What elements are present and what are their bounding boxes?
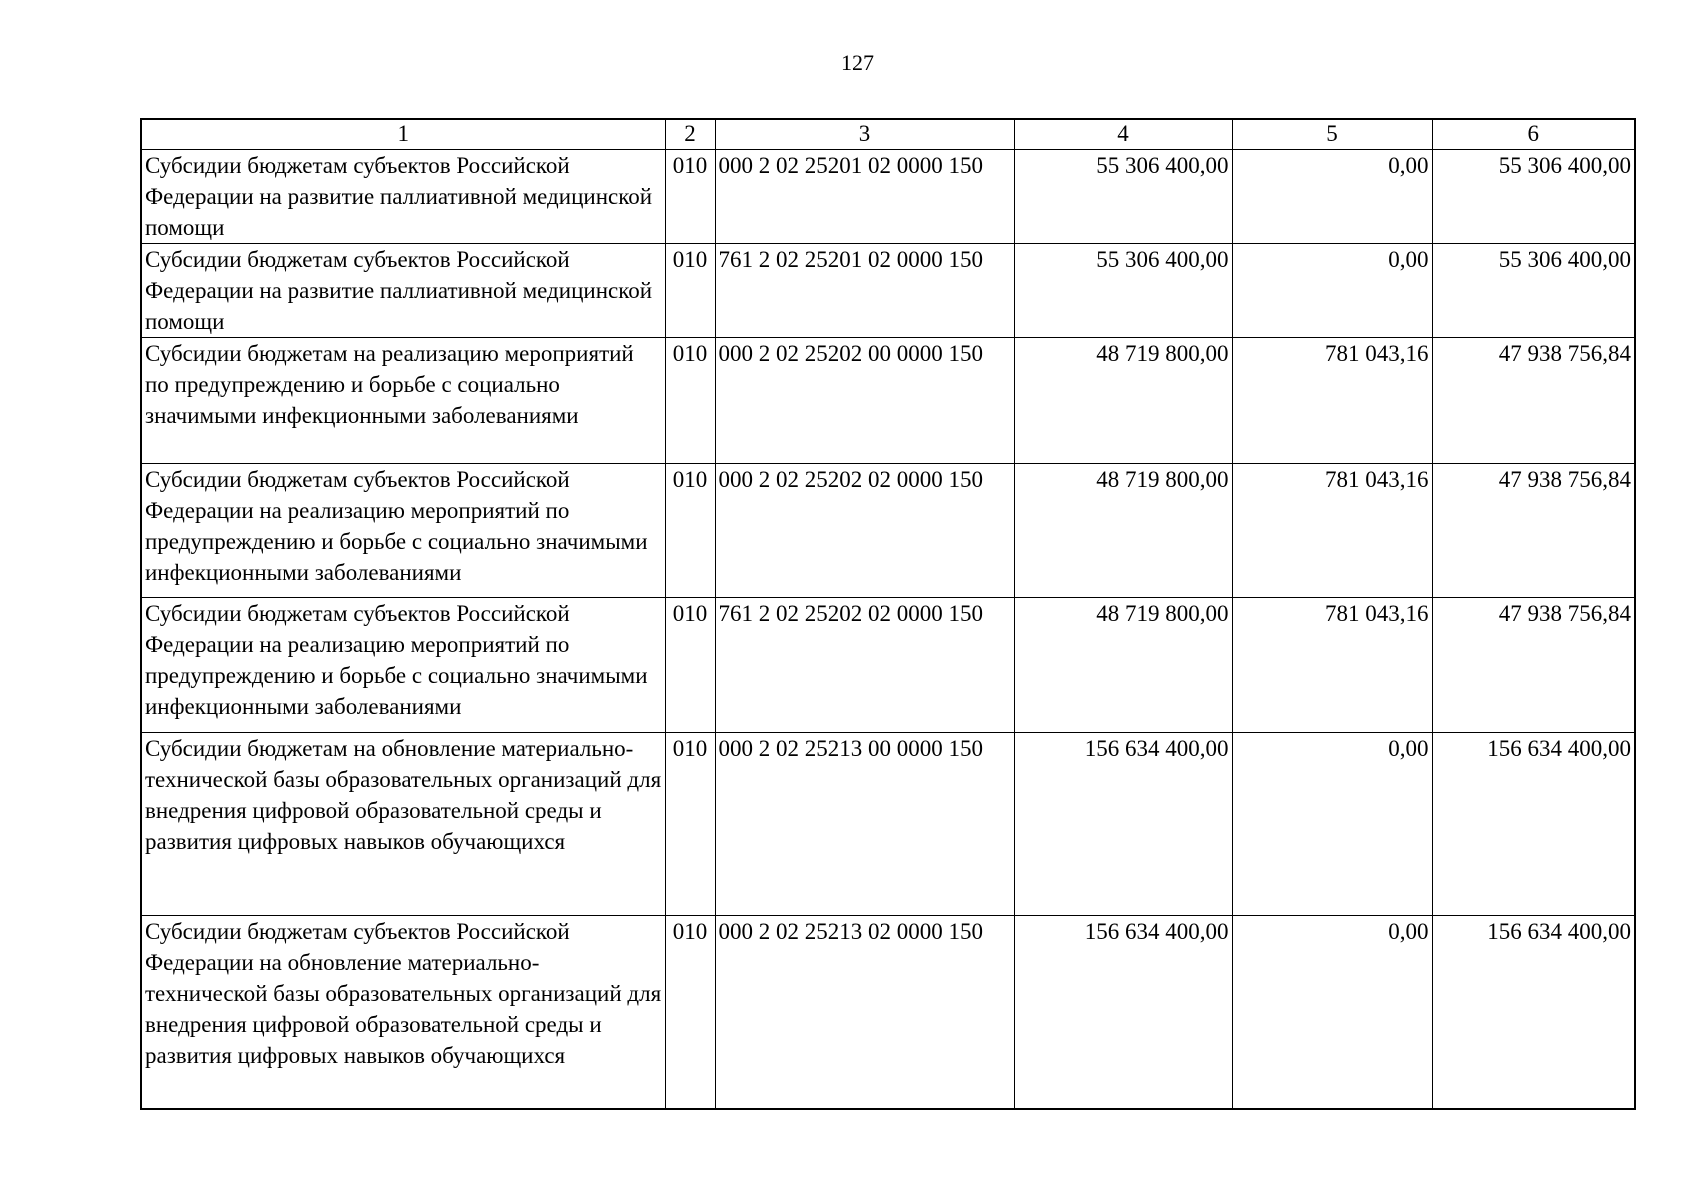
row-name-cell: Субсидии бюджетам субъектов Российской Федерации на реализацию мероприятий по предупреждению и борьбе с социально значимыми инфекционными заболеваниями (141, 597, 665, 732)
row-col6-cell: 47 938 756,84 (1432, 463, 1635, 597)
row-section-cell: 010 (665, 149, 715, 243)
row-col5-cell: 781 043,16 (1232, 463, 1432, 597)
row-col4-cell: 48 719 800,00 (1014, 337, 1232, 463)
row-code-cell: 761 2 02 25202 02 0000 150 (715, 597, 1014, 732)
row-col6-cell: 156 634 400,00 (1432, 915, 1635, 1109)
row-section-cell: 010 (665, 243, 715, 337)
row-col4-cell: 55 306 400,00 (1014, 243, 1232, 337)
row-name-cell: Субсидии бюджетам субъектов Российской Федерации на обновление материально-технической базы образовательных организаций для внедрения цифровой образовательной среды и развития цифровых навыков обучающихся (141, 915, 665, 1109)
table-row (141, 597, 1635, 732)
table-row (141, 915, 1635, 1109)
row-code-cell: 000 2 02 25201 02 0000 150 (715, 149, 1014, 243)
row-col4-cell: 156 634 400,00 (1014, 915, 1232, 1109)
row-code-cell: 000 2 02 25213 02 0000 150 (715, 915, 1014, 1109)
row-name-cell: Субсидии бюджетам субъектов Российской Федерации на развитие паллиативной медицинской помощи (141, 243, 665, 337)
row-col5-cell: 781 043,16 (1232, 597, 1432, 732)
column-header: 4 (1014, 119, 1232, 149)
row-col4-cell: 156 634 400,00 (1014, 732, 1232, 915)
row-col6-cell: 156 634 400,00 (1432, 732, 1635, 915)
row-name-cell: Субсидии бюджетам на обновление материально-технической базы образовательных организаций для внедрения цифровой образовательной среды и развития цифровых навыков обучающихся (141, 732, 665, 915)
column-header: 2 (665, 119, 715, 149)
row-name-cell: Субсидии бюджетам на реализацию мероприятий по предупреждению и борьбе с социально значимыми инфекционными заболеваниями (141, 337, 665, 463)
row-code-cell: 000 2 02 25202 02 0000 150 (715, 463, 1014, 597)
row-code-cell: 000 2 02 25213 00 0000 150 (715, 732, 1014, 915)
row-section-cell: 010 (665, 597, 715, 732)
row-col4-cell: 48 719 800,00 (1014, 463, 1232, 597)
row-col6-cell: 47 938 756,84 (1432, 597, 1635, 732)
column-header: 3 (715, 119, 1014, 149)
row-col6-cell: 55 306 400,00 (1432, 149, 1635, 243)
row-col6-cell: 55 306 400,00 (1432, 243, 1635, 337)
row-col6-cell: 47 938 756,84 (1432, 337, 1635, 463)
table-row (141, 337, 1635, 463)
row-col5-cell: 781 043,16 (1232, 337, 1432, 463)
row-col5-cell: 0,00 (1232, 915, 1432, 1109)
row-code-cell: 000 2 02 25202 00 0000 150 (715, 337, 1014, 463)
table-row (141, 463, 1635, 597)
table-row (141, 149, 1635, 243)
row-col4-cell: 55 306 400,00 (1014, 149, 1232, 243)
row-section-cell: 010 (665, 463, 715, 597)
row-col4-cell: 48 719 800,00 (1014, 597, 1232, 732)
row-name-cell: Субсидии бюджетам субъектов Российской Федерации на реализацию мероприятий по предупреждению и борьбе с социально значимыми инфекционными заболеваниями (141, 463, 665, 597)
table-header-row (141, 119, 1635, 149)
row-section-cell: 010 (665, 337, 715, 463)
row-col5-cell: 0,00 (1232, 149, 1432, 243)
page-number: 127 (841, 50, 874, 75)
row-col5-cell: 0,00 (1232, 732, 1432, 915)
column-header: 5 (1232, 119, 1432, 149)
column-header: 1 (141, 119, 665, 149)
row-code-cell: 761 2 02 25201 02 0000 150 (715, 243, 1014, 337)
table-row (141, 732, 1635, 915)
row-name-cell: Субсидии бюджетам субъектов Российской Федерации на развитие паллиативной медицинской помощи (141, 149, 665, 243)
row-section-cell: 010 (665, 732, 715, 915)
budget-table (140, 118, 1636, 1110)
column-header: 6 (1432, 119, 1635, 149)
row-col5-cell: 0,00 (1232, 243, 1432, 337)
row-section-cell: 010 (665, 915, 715, 1109)
table-row (141, 243, 1635, 337)
